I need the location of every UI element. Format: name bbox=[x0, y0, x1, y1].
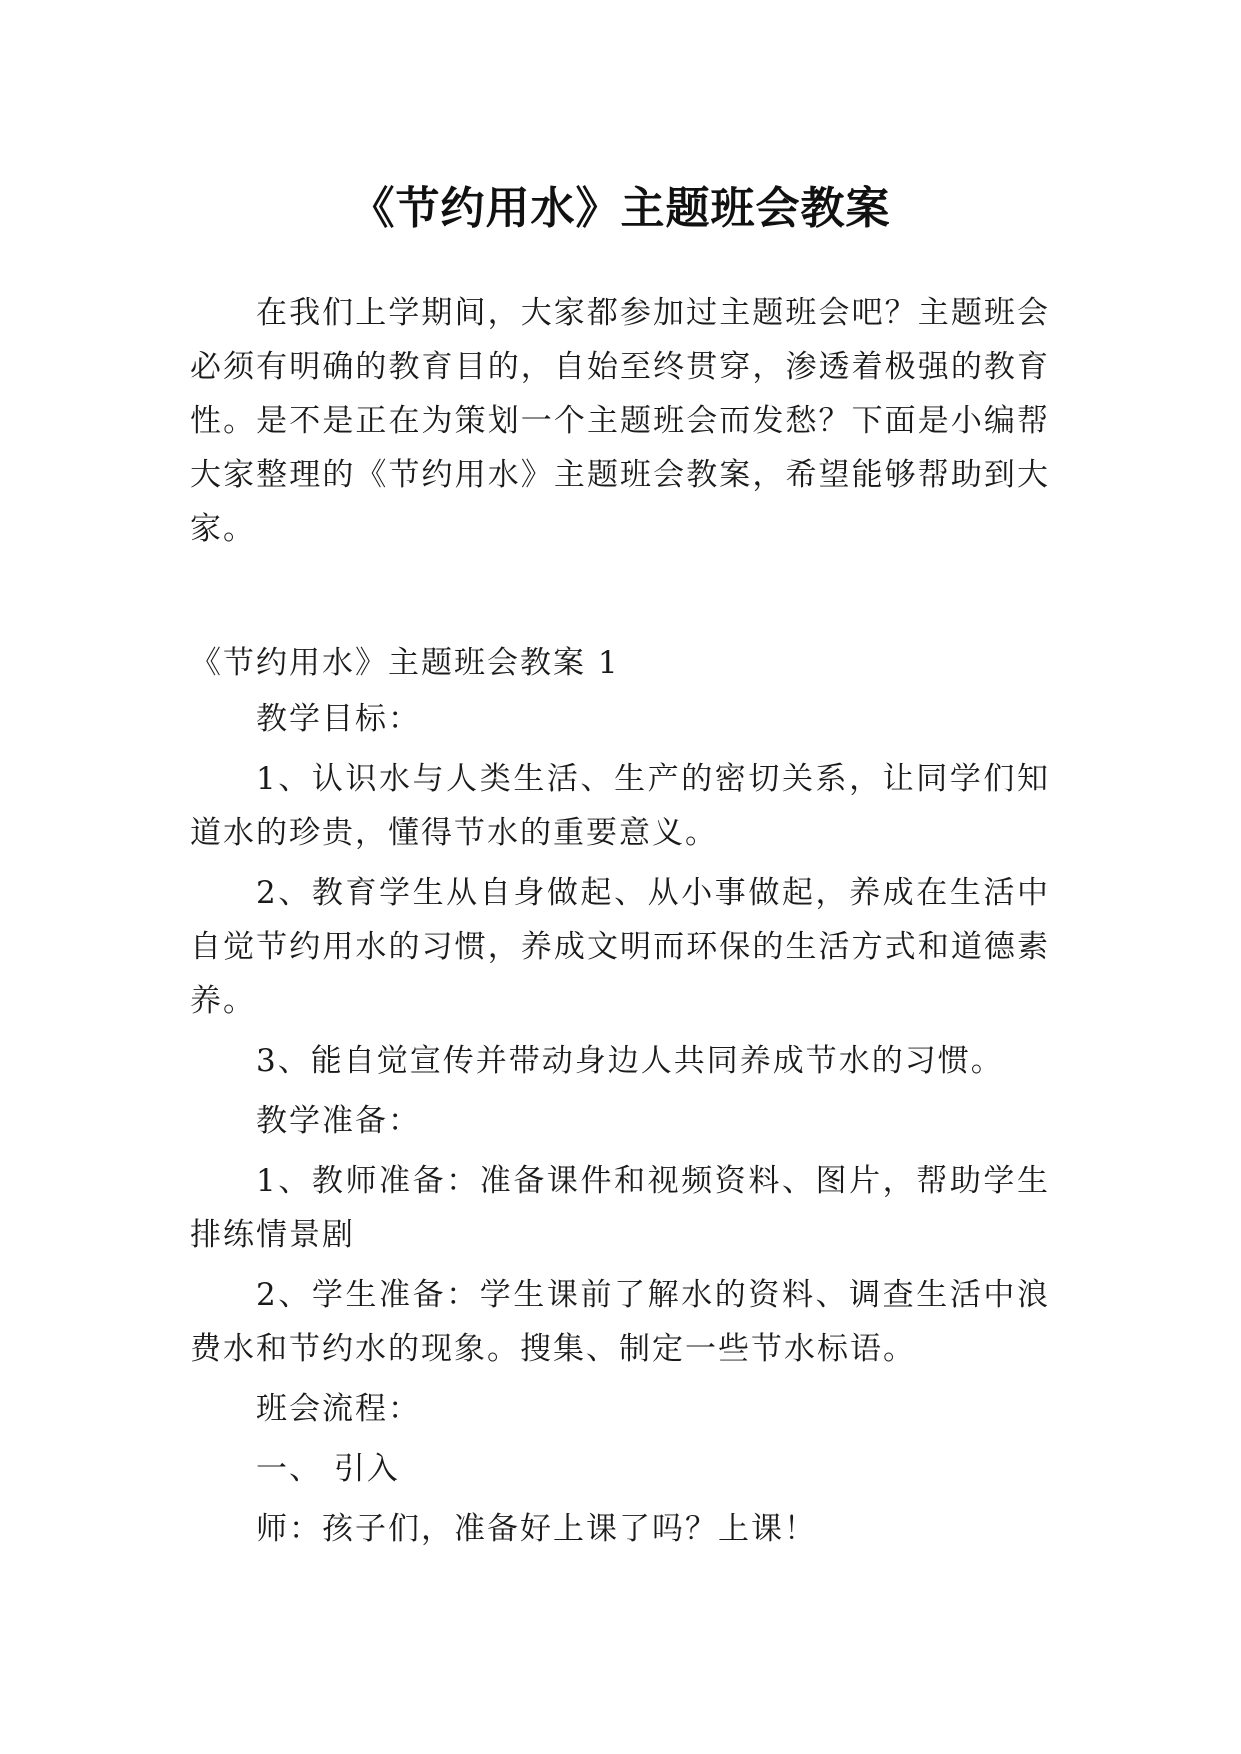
paragraph-goal-2: 2、教育学生从自身做起、从小事做起，养成在生活中自觉节约用水的习惯，养成文明而环保的生活方式和道德素养。 bbox=[190, 875, 1050, 1019]
paragraph-goal-1: 1、认识水与人类生活、生产的密切关系，让同学们知道水的珍贵，懂得节水的重要意义。 bbox=[190, 761, 1050, 851]
paragraph-teaching-goals-label: 教学目标： bbox=[256, 701, 421, 737]
paragraph-teacher-preparation: 1、教师准备：准备课件和视频资料、图片，帮助学生排练情景剧 bbox=[190, 1163, 1050, 1253]
paragraph-goal-3: 3、能自觉宣传并带动身边人共同养成节水的习惯。 bbox=[256, 1043, 1004, 1079]
intro-paragraph: 在我们上学期间，大家都参加过主题班会吧？主题班会必须有明确的教育目的，自始至终贯穿，渗透着极强的教育性。是不是正在为策划一个主题班会而发愁？下面是小编帮大家整理的《节约用水》主题班会教案，希望能够帮助到大家。 bbox=[190, 295, 1050, 547]
section-heading: 《节约用水》主题班会教案 1 bbox=[190, 645, 620, 681]
lesson-body bbox=[190, 692, 1050, 1562]
paragraph-teacher-line: 师：孩子们，准备好上课了吗？上课！ bbox=[256, 1511, 817, 1547]
paragraph-process-label: 班会流程： bbox=[256, 1391, 421, 1427]
paragraph-preparation-label: 教学准备： bbox=[256, 1103, 421, 1139]
document-title: 《节约用水》主题班会教案 bbox=[350, 183, 891, 235]
paragraph-student-preparation: 2、学生准备：学生课前了解水的资料、调查生活中浪费水和节约水的现象。搜集、制定一些节水标语。 bbox=[190, 1277, 1050, 1367]
paragraph-step-introduction: 一、 引入 bbox=[256, 1451, 400, 1487]
